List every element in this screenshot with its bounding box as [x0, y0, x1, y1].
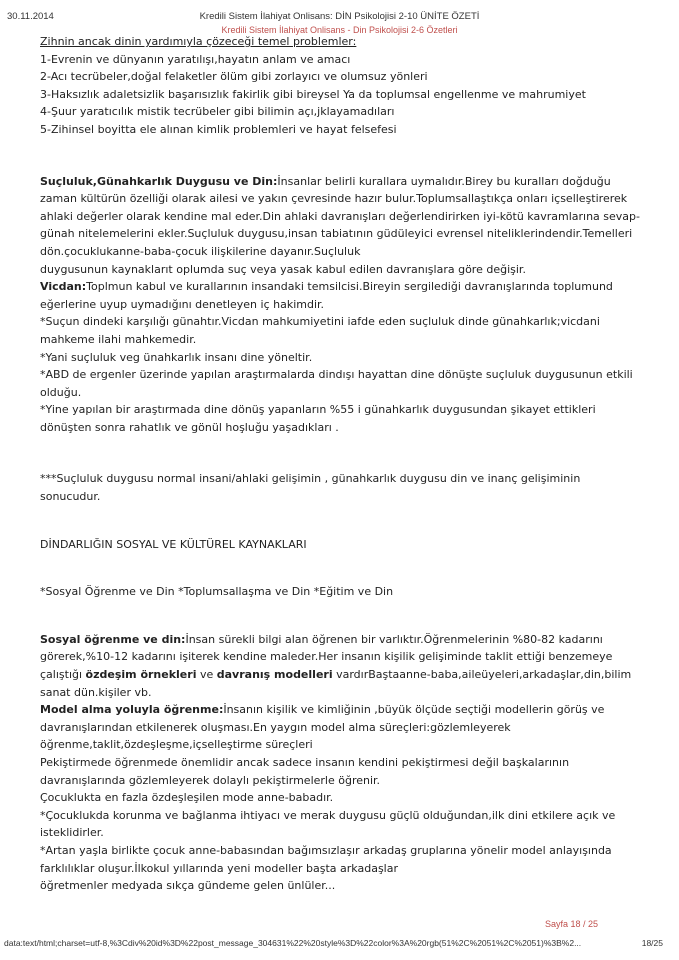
vicdan-label: Vicdan:: [40, 280, 87, 294]
identification-examples: özdeşim örnekleri: [85, 668, 197, 682]
document-body: [40, 33, 640, 895]
print-date: 30.11.2014: [7, 11, 54, 22]
social-learning-heading: Sosyal öğrenme ve din:: [40, 632, 186, 646]
guilt-note: *Yani suçluluk veg ünahkarlık insanı dine yöneltir.: [40, 350, 313, 364]
vicdan-paragraph: [40, 278, 640, 313]
sources-list: *Sosyal Öğrenme ve Din *Toplumsallaşma ve Din *Eğitim ve Din: [40, 585, 394, 599]
guilt-note: *Yine yapılan bir araştırmada dine dönüş yapanların %55 i günahkarlık duygusundan şikayet ettikleri dönüşten sonra rahatlık ve gönül hoşluğu yaşadıkları .: [40, 403, 596, 434]
guilt-line: duygusunun kaynaklarıt oplumda suç veya yasak kabul edilen davranışlara göre değişir.: [40, 262, 526, 276]
model-heading: Model alma yoluyla öğrenme:: [40, 703, 224, 717]
guilt-intro: İnsanlar belirli kurallara uymalıdır.Birey bu kuralları doğduğu zaman kültürün özelliği olarak ailesi ve yakın çevresinde hazır bulur.Toplumsallaştıkça onları içselleştirerek ahlaki değerler olarak kendine mal eder.Din ahlaki davranışları değerlendirirken iyi-kötü kavramlarına sevap-günah nitelemelerini ekler.Suçluluk duygusu,insan tabiatının güdüleyici evrensel niteliklerindendir.Temelleri dön.çocuklukanne-baba-çocuk ilişkilerine dayanır.Suçluluk: [40, 174, 640, 258]
guilt-paragraph: [40, 173, 640, 261]
behavior-models: davranış modelleri: [216, 668, 333, 682]
footer-url: data:text/html;charset=utf-8,%3Cdiv%20id%3D%22post_message_304631%22%20style%3D%22color%3A%20rgb(51%2C%2051%2C%2051)%3B%2...: [4, 938, 582, 948]
model-line: Çocuklukta en fazla özdeşleşilen mode anne-babadır.: [40, 791, 334, 805]
problem-item: 3-Haksızlık adaletsizlik başarısızlık fakirlik gibi bireysel Ya da toplumsal engellenme ve mahrumiyet: [40, 87, 586, 101]
problem-item: 2-Acı tecrübeler,doğal felaketler ölüm gibi zorlayıcı ve olumsuz yönleri: [40, 70, 428, 84]
guilt-summary: ***Suçluluk duygusu normal insani/ahlaki gelişimin , günahkarlık duygusu din ve inanç gelişiminin sonucudur.: [40, 472, 581, 504]
model-line: *Artan yaşla birlikte çocuk anne-babasından bağımsızlaşır arkadaş gruplarına yönelir model anlayışında farklılıklar oluşur.İlkokul yıllarında yeni modeller başta arkadaşlar: [40, 843, 612, 875]
model-line: öğretmenler medyada sıkça gündeme gelen ünlüler...: [40, 879, 336, 893]
sources-heading: DİNDARLIĞIN SOSYAL VE KÜLTÜREL KAYNAKLARI: [40, 537, 307, 551]
social-learning-conj: ve: [196, 668, 217, 682]
social-learning-text-end: vardırBaştaanne-baba,aileüyeleri,arkadaşlar,din,bilim sanat dün.kişiler vb.: [40, 668, 632, 699]
problems-heading: Zihnin ancak dinin yardımıyla çözeceği temel problemler:: [40, 35, 357, 48]
site-title: Kredili Sistem İlahiyat Onlisans - Din Psikolojisi 2-6 Özetleri: [221, 25, 458, 35]
problem-item: 5-Zihinsel boyitta ele alınan kimlik problemleri ve hayat felsefesi: [40, 122, 397, 136]
guilt-note: *ABD de ergenler üzerinde yapılan araştırmalarda dindışı hayattan dine dönüşte suçluluk duygusunun etkili olduğu.: [40, 368, 633, 399]
social-learning-text: İnsan sürekli bilgi alan öğrenen bir varlıktır.Öğrenmelerinin %80-82 kadarını görerek,%10-12 kadarını işiterek kendine maleder.Her insanın kişilik gelişiminde taklit ettiği benzemeye çalıştığı: [40, 632, 613, 682]
guilt-heading: Suçluluk,Günahkarlık Duygusu ve Din:: [40, 174, 278, 188]
model-text: İnsanın kişilik ve kimliğinin ,büyük ölçüde seçtiği modellerin görüş ve davranışlarından etkilenerek oluşması.En yaygın model alma süreçleri:gözlemleyerek: [40, 703, 605, 734]
model-line: öğrenme,taklit,özdeşleşme,içselleştirme süreçleri: [40, 738, 313, 752]
guilt-note: *Suçun dindeki karşılığı günahtır.Vicdan mahkumiyetini iafde eden suçluluk dinde günahkarlık;vicdani mahkeme ilahi mahkemedir.: [40, 315, 600, 346]
vicdan-text: Toplmun kabul ve kurallarının insandaki temsilcisi.Bireyin sergilediği davranışlarında toplumund eğerlerine uyup uymadığını denetleyen iç hakimdir.: [40, 280, 613, 311]
model-line: *Çocuklukda korunma ve bağlanma ihtiyacı ve merak duygusu güçlü olduğundan,ilk dini etkilere açık ve isteklidirler.: [40, 808, 616, 840]
footer-page-number: 18/25: [641, 938, 663, 948]
problem-item: 1-Evrenin ve dünyanın yaratılışı,hayatın anlam ve amacı: [40, 52, 351, 66]
social-learning-paragraph: [40, 631, 640, 701]
problem-item: 4-Şuur yaratıcılık mistik tecrübeler gibi bilimin açı,jklayamadıları: [40, 105, 395, 119]
print-title: Kredili Sistem İlahiyat Onlisans: DİN Psikolojisi 2-10 ÜNİTE ÖZETİ: [199, 11, 480, 22]
model-paragraph: [40, 701, 640, 736]
page-badge: Sayfa 18 / 25: [545, 919, 599, 929]
model-line: Pekiştirmede öğrenmede önemlidir ancak sadece insanın kendini pekiştirmesi değil başkalarının davranışlarında gözlemleyerek dolaylı pekiştirmelerle öğrenir.: [40, 756, 570, 787]
